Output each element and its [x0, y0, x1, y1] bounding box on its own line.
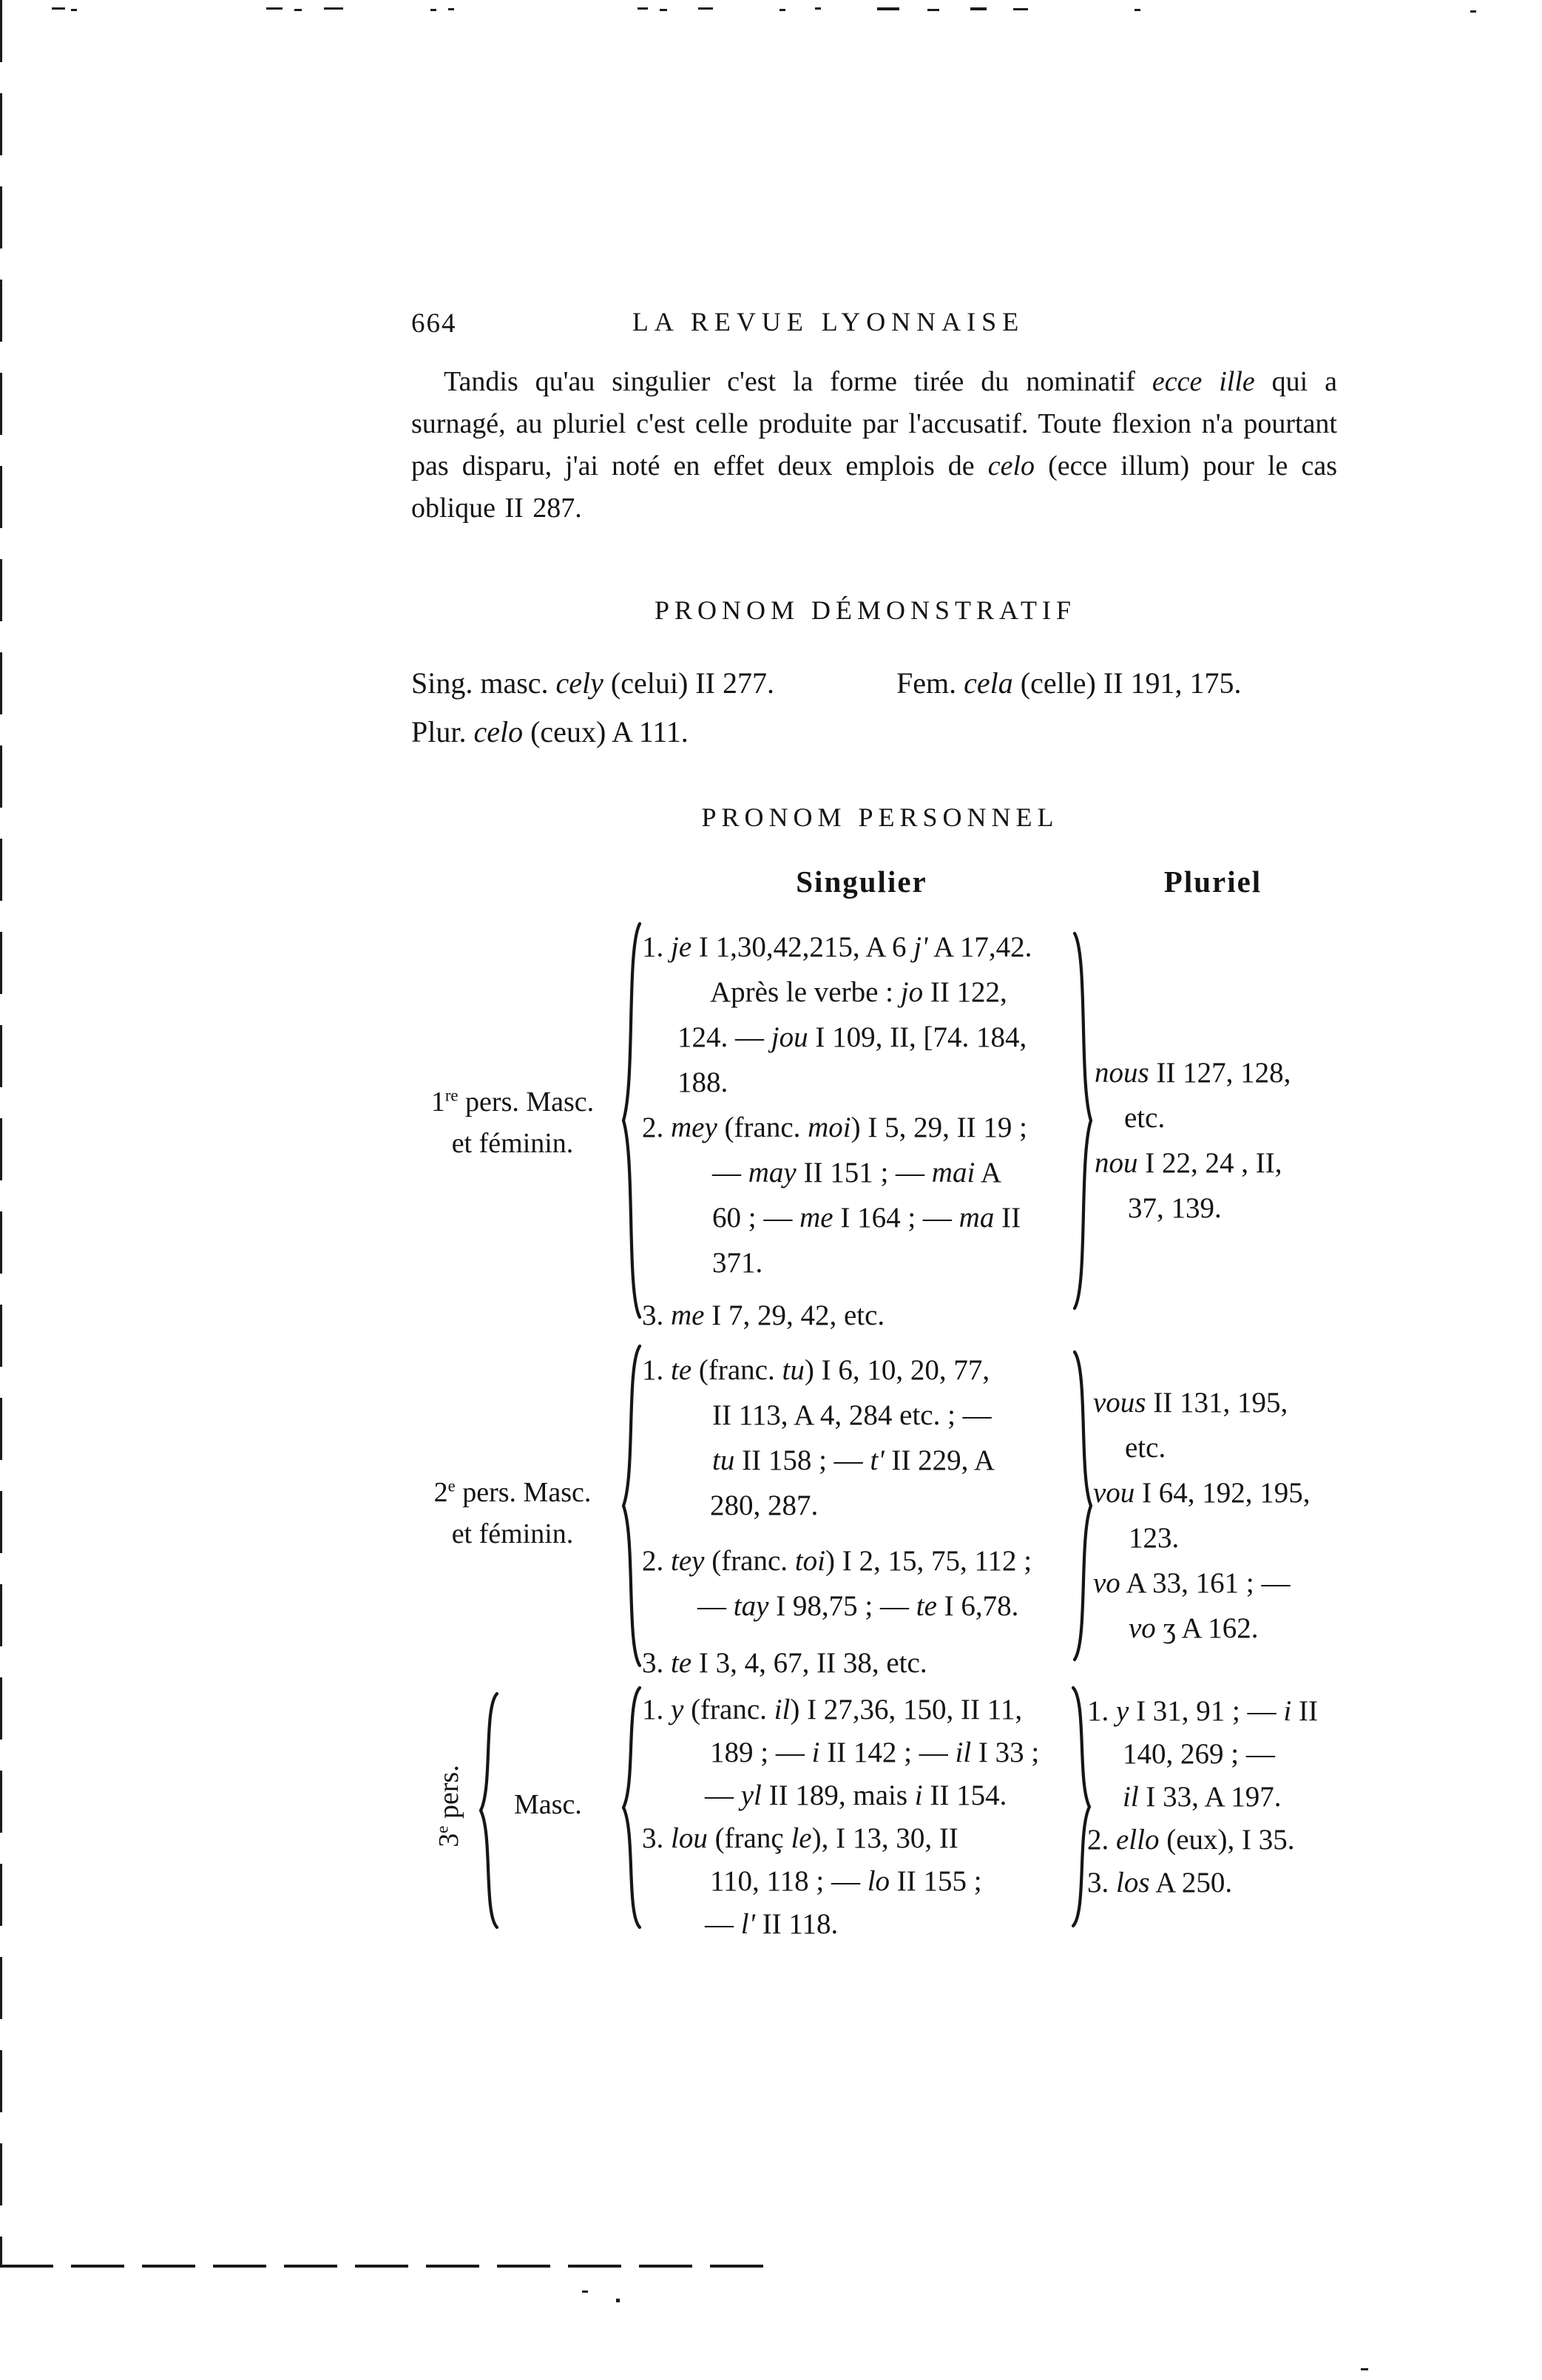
gender-label-masc: Masc.: [514, 1789, 582, 1820]
table-line: vou I 64, 192, 195,: [1093, 1477, 1311, 1509]
table-line: II 113, A 4, 284 etc. ; —: [712, 1399, 992, 1431]
table-line: 1. je I 1,30,42,215, A 6 j' A 17,42.: [642, 931, 1032, 963]
page-number: 664: [411, 308, 457, 339]
table-line: 140, 269 ; —: [1123, 1738, 1275, 1770]
table-line: Après le verbe : jo II 122,: [710, 976, 1007, 1008]
table-line: vo ʒ A 162.: [1129, 1612, 1259, 1644]
intro-paragraph: Tandis qu'au singulier c'est la forme tirée du nominatif ecce ille qui a surnagé, au pluriel c'est celle produite par l'accusatif. Toute flexion n'a pourtant pas disparu, j'ai noté en effet deux emplois de celo (ecce illum) pour le cas oblique II 287.: [411, 366, 1337, 524]
section-heading-demonstratif: PRONOM DÉMONSTRATIF: [654, 595, 1077, 625]
opening-brace: [620, 921, 642, 1320]
opening-brace: [620, 1685, 642, 1930]
table-line: etc.: [1125, 1432, 1166, 1464]
journal-title: LA REVUE LYONNAISE: [632, 307, 1025, 337]
table-line: 3. lou (franç le), I 13, 30, II: [642, 1822, 958, 1854]
table-line: 280, 287.: [710, 1490, 819, 1521]
table-line: — may II 151 ; — mai A: [712, 1157, 1002, 1189]
row-label-line: et féminin.: [451, 1518, 574, 1549]
table-line: 124. — jou I 109, II, [74. 184,: [677, 1021, 1027, 1053]
closing-brace: [1072, 1349, 1095, 1663]
column-header-pluriel: Pluriel: [1163, 865, 1262, 899]
scan-artifact-speck: [582, 2291, 588, 2293]
table-line: 3. te I 3, 4, 67, II 38, etc.: [642, 1647, 927, 1679]
table-line: 189 ; — i II 142 ; — il I 33 ;: [710, 1737, 1040, 1768]
table-line: 2. tey (franc. toi) I 2, 15, 75, 112 ;: [642, 1545, 1032, 1577]
demonstrative-feminine: Fem. cela (celle) II 191, 175.: [896, 666, 1242, 700]
table-line: — tay I 98,75 ; — te I 6,78.: [697, 1590, 1019, 1622]
table-line: — yl II 189, mais i II 154.: [705, 1779, 1007, 1811]
singular-items-3rd-person: [642, 1688, 1039, 1946]
table-line: nou I 22, 24 , II,: [1095, 1147, 1282, 1179]
demonstrative-plural: Plur. celo (ceux) A 111.: [411, 715, 689, 748]
table-line: 371.: [712, 1247, 763, 1279]
plural-items-1st-person: [1095, 1050, 1291, 1231]
row-label-line: 2e pers. Masc.: [433, 1476, 592, 1508]
table-line: 188.: [677, 1066, 728, 1098]
column-header-singulier: Singulier: [796, 865, 927, 899]
table-line: 1. te (franc. tu) I 6, 10, 20, 77,: [642, 1354, 990, 1386]
singular-items-1st-person: [642, 924, 1032, 1338]
row-label-3rd-person-rotated: 3e pers.: [433, 1765, 464, 1847]
table-line: 1. y (franc. il) I 27,36, 150, II 11,: [642, 1694, 1023, 1725]
table-line: 37, 139.: [1128, 1192, 1222, 1224]
scan-artifact-speck: [616, 2299, 620, 2302]
singular-items-2nd-person: [642, 1348, 1032, 1686]
section-heading-personnel: PRONOM PERSONNEL: [701, 802, 1059, 832]
table-line: 123.: [1129, 1522, 1180, 1554]
table-line: 2. ello (eux), I 35.: [1087, 1824, 1295, 1856]
row-label-2nd-person: [405, 1472, 620, 1555]
table-line: il I 33, A 197.: [1123, 1781, 1282, 1813]
table-line: vous II 131, 195,: [1093, 1387, 1288, 1419]
table-line: etc.: [1124, 1102, 1166, 1134]
table-line: 1. y I 31, 91 ; — i II: [1087, 1695, 1318, 1727]
table-line: tu II 158 ; — t' II 229, A: [712, 1444, 995, 1476]
table-line: 60 ; — me I 164 ; — ma II: [712, 1202, 1021, 1234]
table-line: vo A 33, 161 ; —: [1093, 1567, 1291, 1599]
scan-artifact-speck: [1361, 2368, 1368, 2370]
demonstrative-singular-masc: Sing. masc. cely (celui) II 277.: [411, 666, 774, 700]
table-line: 3. me I 7, 29, 42, etc.: [642, 1299, 885, 1331]
table-line: 2. mey (franc. moi) I 5, 29, II 19 ;: [642, 1112, 1027, 1143]
table-line: 3. los A 250.: [1087, 1867, 1233, 1899]
opening-brace: [477, 1691, 499, 1930]
row-label-1st-person: [405, 1081, 620, 1164]
table-line: — l' II 118.: [705, 1908, 839, 1940]
closing-brace: [1072, 930, 1095, 1311]
table-line: nous II 127, 128,: [1095, 1057, 1291, 1089]
table-line: 110, 118 ; — lo II 155 ;: [710, 1865, 982, 1897]
scan-artifact-left-rule: [0, 0, 2, 2265]
opening-brace: [620, 1343, 642, 1669]
row-label-line: et féminin.: [451, 1128, 574, 1159]
plural-items-3rd-person: [1087, 1690, 1318, 1904]
plural-items-2nd-person: [1093, 1380, 1311, 1651]
scan-artifact-bottom-rule: [0, 2265, 778, 2268]
row-label-line: 1re pers. Masc.: [430, 1086, 595, 1118]
